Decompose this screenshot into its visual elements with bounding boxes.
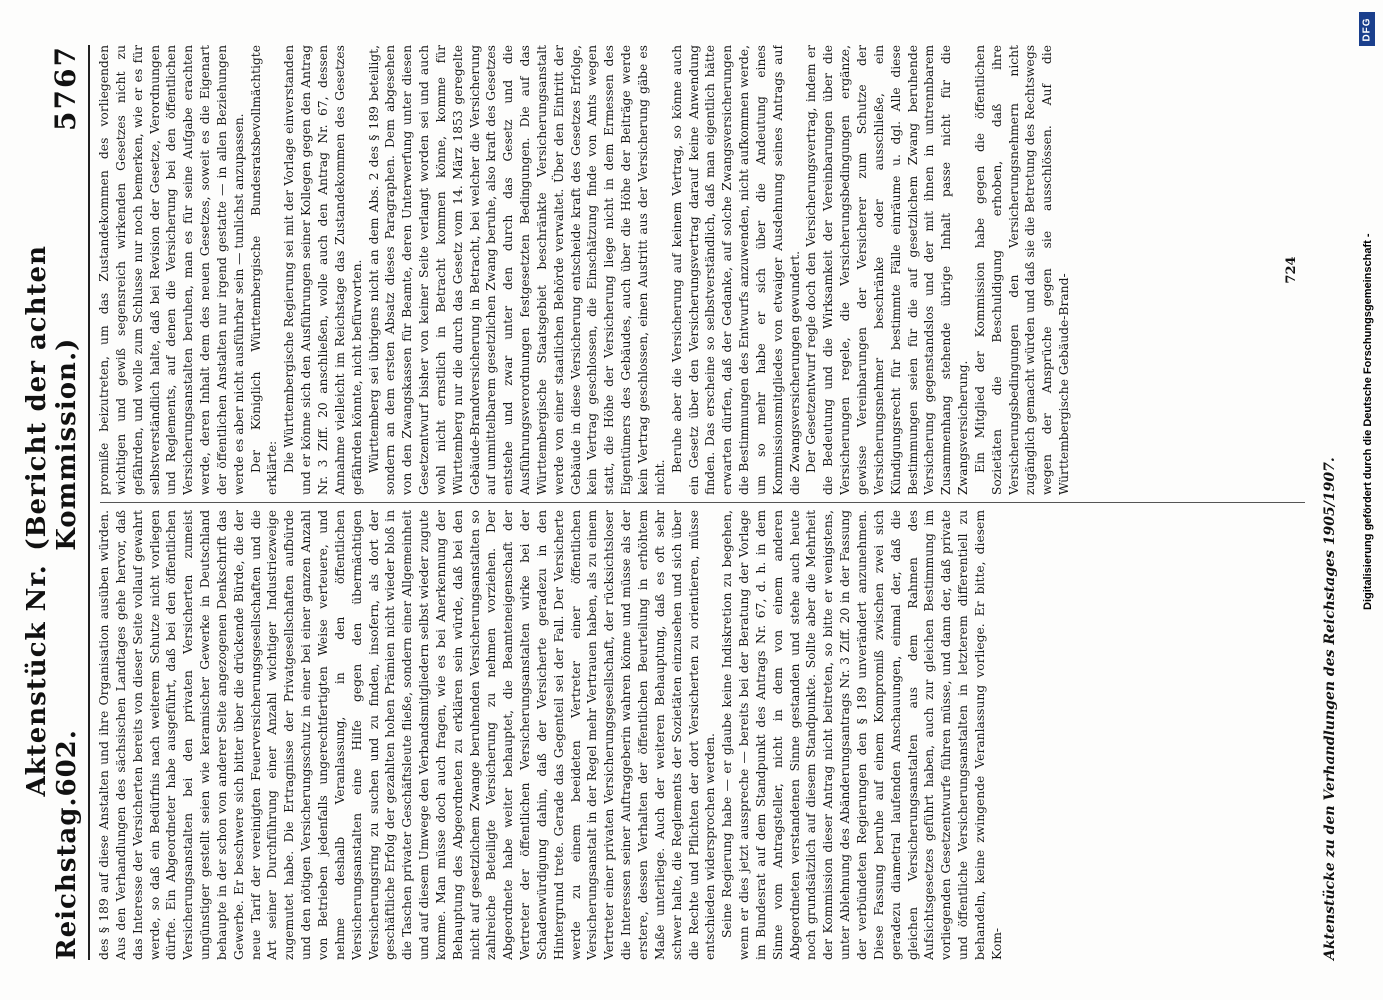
dfg-logo xyxy=(1359,12,1375,46)
page-footer: Aktenstücke zu den Verhandlungen des Reichstages 1905/1907. xyxy=(1322,457,1338,960)
header-reichstag: Reichstag. xyxy=(52,796,82,960)
header-rule xyxy=(88,45,90,960)
left-text-column xyxy=(96,510,1311,960)
paragraph: Der Königlich Württembergische Bundesratsbevollmächtigte erklärte: xyxy=(248,45,280,495)
dfg-logo-text: DFG xyxy=(1361,16,1373,42)
digitization-note: Digitalisierung gefördert durch die Deutsche Forschungsgemeinschaft - xyxy=(1362,233,1374,610)
header-bericht: (Bericht der achten Kommission.) xyxy=(22,245,82,551)
paragraph: Seine Regierung habe — er glaube keine Indiskretion zu begehen, wenn er dies jetzt ausspreche — bereits bei der Beratung der Vorlage im Bundesrat auf dem Standpunkt des Antrags Nr. 67, d. h. in dem Sinne vom Antragsteller, nicht in dem von einem anderen Abgeordneten verstandenen Sinne gestanden und stehe auch heute noch grundsätzlich auf diesem Standpunkte. Sollte aber die Mehrheit der Kommission dieser Antrag nicht beitreten, so bitte er wenigstens, unter Ablehnung des Abänderungsantrags Nr. 3 Ziff. 20 in der Fassung der verbündeten Regierungen den § 189 unverändert anzunehmen. Diese Fassung beruhe auf einem Kompromiß zwischen zwei sich geradezu diametral laufenden Anschauungen, einmal der, daß die gleichen Versicherungsanstalten aus dem Rahmen des Aufsichtsgesetzes geführt haben, auch zur gleichen Bestimmung im vorliegenden Gesetzentwurfe führen müsse, und dann der, daß private und öffentliche Versicherungsanstalten in letzterem differentiell zu behandeln, keine zwingende Veranlassung vorliege. Er bitte, diesem Kom- xyxy=(720,510,1004,960)
header-page-number: 5767 xyxy=(49,45,82,131)
paragraph: promiße beizutreten, um das Zustandekommen des vorliegenden wichtigen und gewiß segensreich wirkenden Gesetzes nicht zu gefährden, und wolle zum Schlusse nur noch bemerken, wie er es für selbstverständlich halte, daß bei Revision der Gesetze, Verordnungen und Reglements, auf denen die Versicherung bei den öffentlichen Versicherungsanstalten beruhen, man es für seine Aufgabe erachten werde, deren Inhalt dem des neuen Gesetzes, soweit es die Eigenart der öffentlichen Anstalten nur irgend gestatte — in allen Beziehungen werde es aber nicht ausführbar sein — tunlichst anzupassen. xyxy=(97,45,246,495)
footer-page-number: 724 xyxy=(1284,256,1299,284)
paragraph: des § 189 auf diese Anstalten und ihre Organisation ausüben würden. Aus den Verhandlungen des sächsischen Landtages gehe hervor, daß das Interesse der Versicherten bereits von dieser Seite vollauf gewahrt werde, so daß ein Bedürfnis nach weiterem Schutze nicht vorliegen dürfte. Ein Abgeordneter habe ausgeführt, daß bei den öffentlichen Versicherungsanstalten bei den privaten Versicherten zumeist ungünstiger gestellt seien wie keramischer Gewerke in Deutschland behaupte in der schon von anderer Seite angezogenen Denkschrift das Gewerbe. Er beschwere sich bitter über die drückende Bürde, die der neue Tarif der vereinigten Feuerversicherungsgesellschaften und die Art seiner Durchführung einer Anzahl wichtiger Industriezweige zugemutet habe. Die Ertragnisse der Privatgesellschaften aufbürde und den nötigen Versicherungsschutz in einer bei einer ganzen Anzahl von Betrieben jedenfalls ungerechtfertigten Weise verteuere, und nehme deshalb Veranlassung, in den öffentlichen Versicherungsanstalten eine Hilfe gegen den übermächtigen Versicherungsring zu suchen und zu finden, insofern, als dort der geschäftliche Erfolg der gezahlten hohen Prämien nicht wieder bloß in die Taschen privater Geschäftsleute fließe, sondern einer Allgemeinheit und auf diesem Umwege den Verbandsmitgliedern selbst wieder zugute komme. Man müsse doch auch fragen, wie es bei Anerkennung der Behauptung des Abgeordneten zu erklären sein würde, daß bei den nicht auf gesetzlichem Zwange beruhenden Versicherungsanstalten so zahlreiche Beteiligte Versicherung zu nehmen vorziehen. Der Abgeordnete habe weiter behauptet, die Beamteneigenschaft der Vertreter der öffentlichen Versicherungsanstalten wirke bei der Schadenwürdigung dahin, daß der Versicherte geradezu in den Hintergrund trete. Gerade das Gegenteil sei der Fall. Der Versicherte werde zu einem beeideten Vertreter einer öffentlichen Versicherungsanstalt in der Regel mehr Vertrauen haben, als zu einem Vertreter einer privaten Versicherungsgesellschaft, der rücksichtsloser die Interessen seiner Auftraggeberin wahren könne und müsse als der erstere, dessen Verhalten der öffentlichen Beurteilung in erhöhtem Maße unterliege. Auch der weiteren Behauptung, daß es oft sehr schwer halte, die Reglements der Sozietäten einzusehen und sich über die Rechte und Pflichten der dort Versicherten zu orientieren, müsse entschieden widersprochen werden. xyxy=(97,510,718,960)
page-header xyxy=(22,45,82,960)
paragraph: Beruhe aber die Versicherung auf keinem Vertrag, so könne auch ein Gesetz über den Versicherungsvertrag darauf keine Anwendung finden. Das erscheine so selbstverständlich, daß man eigentlich hätte erwarten dürfen, daß der Gedanke, auf solche Zwangsversicherungen die Bestimmungen des Entwurfs anzuwenden, nicht aufkommen werde, um so mehr habe er sich über die Andeutung eines Kommissionsmitgliedes von etwaiger Ausdehnung seines Antrags auf die Zwangsversicherungen gewundert. xyxy=(669,45,802,495)
right-text-column xyxy=(96,45,1311,495)
header-aktenstueck: Aktenstück Nr. 602. xyxy=(22,564,82,797)
column-divider xyxy=(100,502,1305,503)
paragraph: Ein Mitglied der Kommission habe gegen die öffentlichen Sozietäten die Beschuldigung erhoben, daß ihre Versicherungsbedingungen den Versicherungsnehmern nicht zugänglich gemacht würden und daß sie die Betretung des Rechtswegs wegen der Ansprüche gegen sie ausschlössen. Auf die Württembergische Gebäude-Brand- xyxy=(972,45,1072,495)
paragraph: Württemberg sei übrigens nicht an dem Abs. 2 des § 189 beteiligt, sondern an dem ersten Absatz dieses Paragraphen. Dem abgesehen von den Zwangskassen für Beamte, deren Unterwerfung unter diesen Gesetzentwurf bisher von keiner Seite verlangt worden sei und auch wohl nicht ernstlich in Betracht kommen könne, komme für Württemberg nur die durch das Gesetz vom 14. März 1853 geregelte Gebäude-Brandversicherung in Betracht, bei welcher die Versicherung auf unmittelbarem gesetzlichen Zwang beruhe, also kraft des Gesetzes entstehe und zwar unter den durch das Gesetz und die Ausführungsverordnungen festgesetzten Bedingungen. Die auf das Württembergische Staatsgebiet beschränkte Versicherungsanstalt werde von einer staatlichen Behörde verwaltet. Über den Eintritt der Gebäude in diese Versicherung entscheide kraft des Gesetzes Erfolge, kein Vertrag geschlossen, die Einschätzung finde von Amts wegen statt, die Höhe der Versicherung liege nicht in dem Ermessen des Eigentümers des Gebäudes, auch über die Höhe der Beiträge werde kein Vertrag geschlossen, einen Austritt aus der Versicherung gäbe es nicht. xyxy=(366,45,667,495)
paragraph: Die Württembergische Regierung sei mit der Vorlage einverstanden und er könne sich den Ausführungen seiner Kollegen gegen den Antrag Nr. 3 Ziff. 20 anschließen, wolle auch den Antrag Nr. 67, dessen Annahme vielleicht im Reichstage das Zustandekommen des Gesetzes gefährden könnte, nicht befürworten. xyxy=(282,45,364,495)
paragraph: Der Gesetzentwurf regle doch den Versicherungsvertrag, indem er die Bedeutung und die Wirksamkeit der Vereinbarungen über die Versicherungen regele, die Versicherungsbedingungen ergänze, gewisse Vereinbarungen der Versicherer zum Schutze der Versicherungsnehmer beschränke oder ausschließe, ein Kündigungsrecht für bestimmte Fälle einräume u. dgl. Alle diese Bestimmungen seien für die auf gesetzlichem Zwang beruhende Versicherung gegenstandslos und der mit ihnen in untrennbarem Zusammenhang stehende übrige Inhalt passe nicht für die Zwangsversicherung. xyxy=(804,45,971,495)
